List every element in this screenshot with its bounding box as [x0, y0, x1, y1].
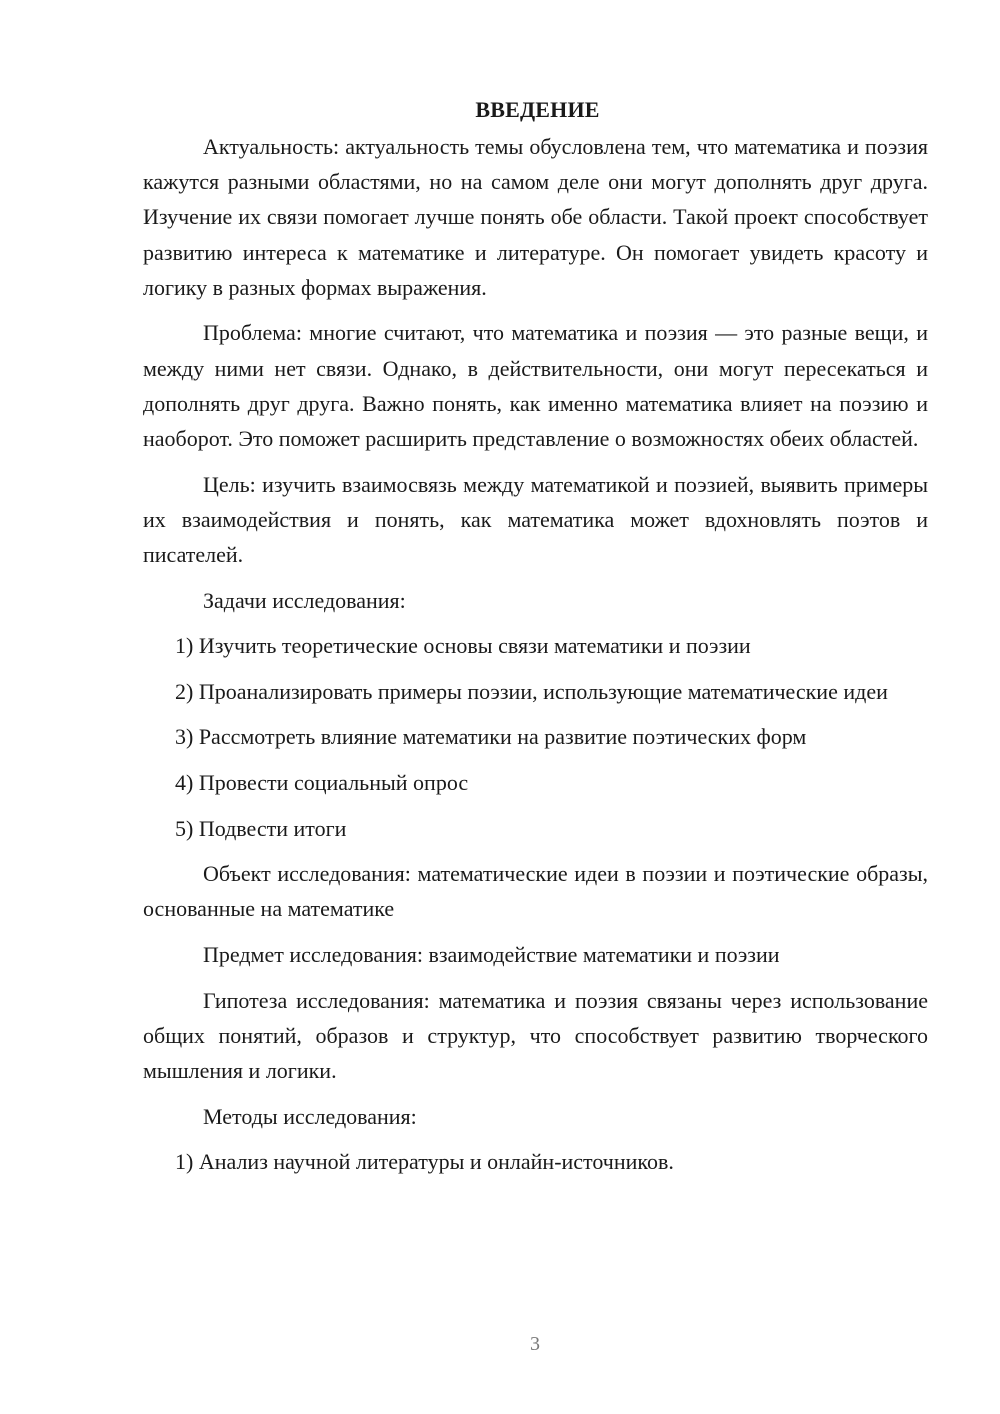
problem-paragraph: Проблема: многие считают, что математика и поэзия — это разные вещи, и между ними нет связи. Однако, в действительности, они могут пересекаться и дополнять друг друга. Важно понять, как именно математика влияет на поэзию и наоборот. Это поможет расширить представление о возможностях обеих областей. [143, 320, 928, 452]
object-paragraph: Объект исследования: математические идеи в поэзии и поэтические образы, основанные на математике [143, 861, 928, 922]
subject-paragraph: Предмет исследования: взаимодействие математики и поэзии [203, 941, 780, 967]
task-item-1: 1) Изучить теоретические основы связи математики и поэзии [175, 633, 751, 659]
tasks-title: Задачи исследования: [203, 587, 406, 613]
methods-title: Методы исследования: [203, 1103, 417, 1129]
task-item-4: 4) Провести социальный опрос [175, 769, 469, 795]
document-page [143, 92, 928, 1190]
hypothesis-paragraph: Гипотеза исследования: математика и поэзия связаны через использование общих понятий, образов и структур, что способствует развитию творческого мышления и логики. [143, 987, 928, 1083]
task-item-5: 5) Подвести итоги [175, 815, 347, 841]
goal-paragraph: Цель: изучить взаимосвязь между математикой и поэзией, выявить примеры их взаимодействия и понять, как математика может вдохновлять поэтов и писателей. [143, 471, 928, 568]
task-item-2: 2) Проанализировать примеры поэзии, использующие математические идеи [175, 678, 888, 704]
section-heading: ВВЕДЕНИЕ [475, 97, 600, 122]
method-item-1: 1) Анализ научной литературы и онлайн-источников. [175, 1149, 674, 1175]
page-number: 3 [530, 1333, 540, 1355]
relevance-paragraph: Актуальность: актуальность темы обусловлена тем, что математика и поэзия кажутся разными областями, но на самом деле они могут дополнять друг друга. Изучение их связи помогает лучше понять обе области. Такой проект способствует развитию интереса к математике и литературе. Он помогает увидеть красоту и логику в разных формах выражения. [143, 134, 928, 300]
task-item-3: 3) Рассмотреть влияние математики на развитие поэтических форм [175, 724, 807, 750]
